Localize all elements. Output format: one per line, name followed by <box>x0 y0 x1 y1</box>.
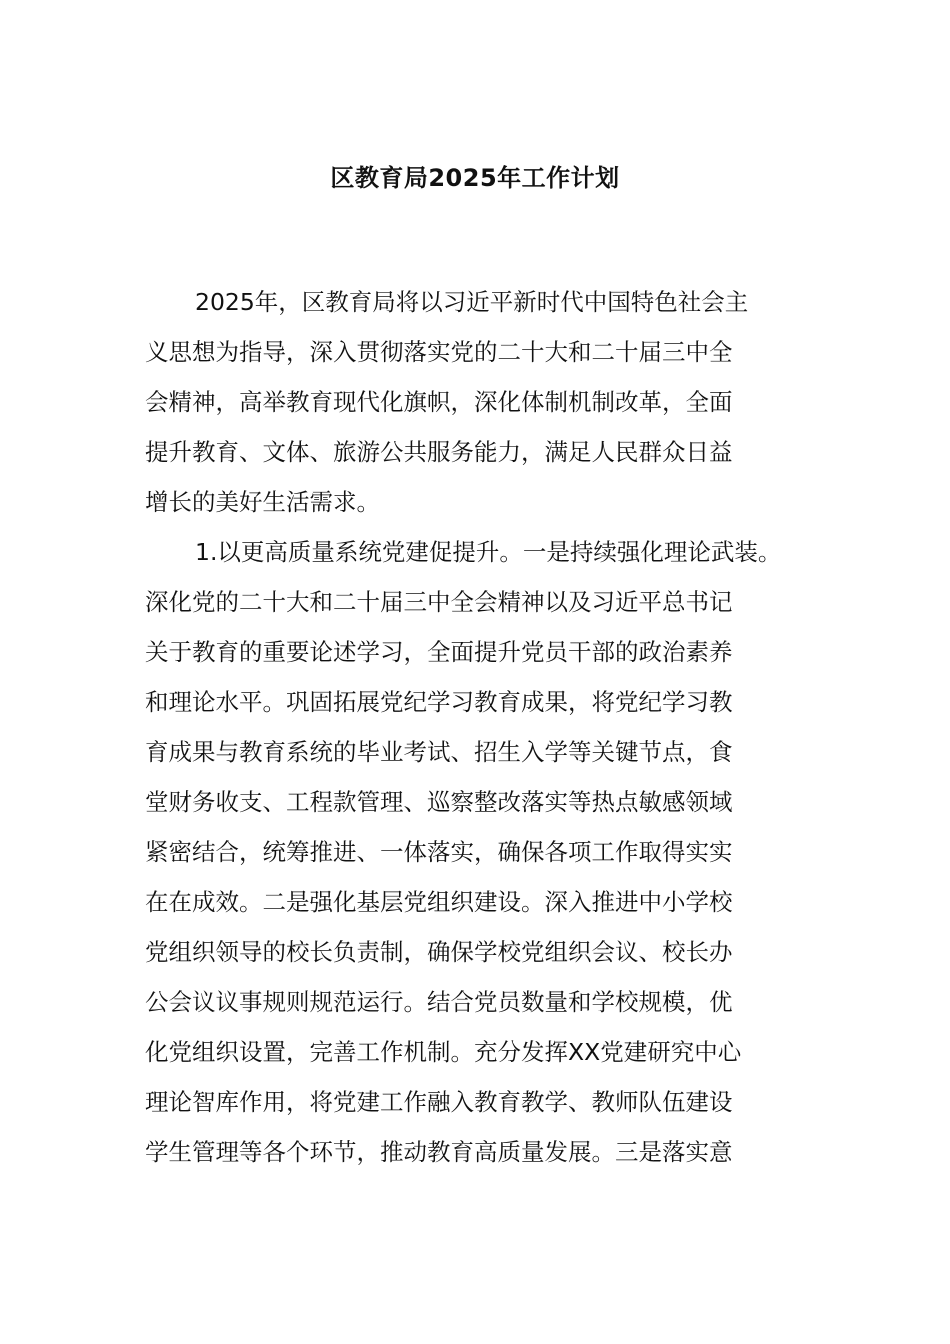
paragraph-line: 关于教育的重要论述学习，全面提升党员干部的政治素养 <box>145 638 733 666</box>
document-body <box>145 277 810 1177</box>
paragraph-line: 学生管理等各个环节，推动教育高质量发展。三是落实意 <box>145 1138 733 1166</box>
paragraph-line: 提升教育、文体、旅游公共服务能力，满足人民群众日益 <box>145 438 733 466</box>
paragraph-line: 2025年，区教育局将以习近平新时代中国特色社会主 <box>195 288 749 316</box>
paragraph-line: 育成果与教育系统的毕业考试、招生入学等关键节点，食 <box>145 738 733 766</box>
paragraph-line: 紧密结合，统筹推进、一体落实，确保各项工作取得实实 <box>145 838 733 866</box>
paragraph-line: 理论智库作用，将党建工作融入教育教学、教师队伍建设 <box>145 1088 733 1116</box>
document-title: 区教育局2025年工作计划 <box>330 164 620 192</box>
paragraph-line: 会精神，高举教育现代化旗帜，深化体制机制改革，全面 <box>145 388 733 416</box>
paragraph-line: 党组织领导的校长负责制，确保学校党组织会议、校长办 <box>145 938 733 966</box>
paragraph-line: 义思想为指导，深入贯彻落实党的二十大和二十届三中全 <box>145 338 733 366</box>
paragraph-line: 化党组织设置，完善工作机制。充分发挥XX党建研究中心 <box>145 1038 742 1066</box>
paragraph-line: 堂财务收支、工程款管理、巡察整改落实等热点敏感领域 <box>145 788 733 816</box>
paragraph-line: 公会议议事规则规范运行。结合党员数量和学校规模，优 <box>145 988 733 1016</box>
paragraph-line: 增长的美好生活需求。 <box>145 488 380 516</box>
paragraph-line: 1.以更高质量系统党建促提升。一是持续强化理论武装。 <box>195 538 782 566</box>
paragraph-line: 和理论水平。巩固拓展党纪学习教育成果，将党纪学习教 <box>145 688 733 716</box>
paragraph-line: 在在成效。二是强化基层党组织建设。深入推进中小学校 <box>145 888 733 916</box>
paragraph-line: 深化党的二十大和二十届三中全会精神以及习近平总书记 <box>145 588 733 616</box>
